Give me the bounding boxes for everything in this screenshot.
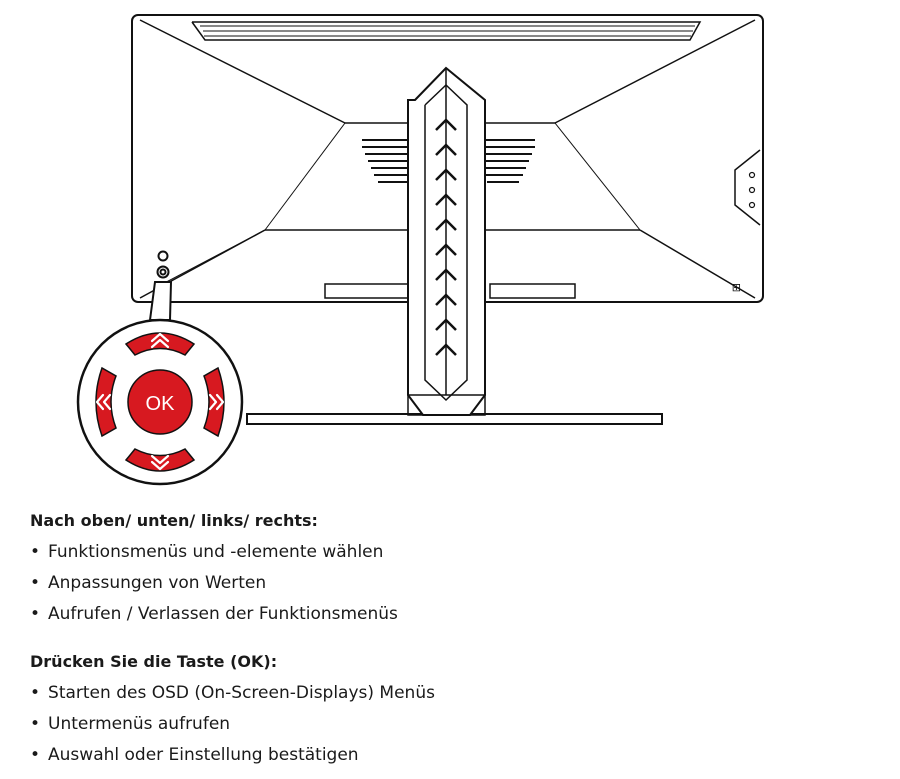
list-item: • Funktionsmenüs und -elemente wählen bbox=[30, 537, 870, 568]
navigation-heading: Nach oben/ unten/ links/ rechts: bbox=[30, 511, 318, 530]
panel-marking: ⊞ bbox=[730, 283, 743, 293]
navigation-section bbox=[30, 510, 870, 630]
navigation-list bbox=[30, 537, 870, 630]
list-item: • Starten des OSD (On-Screen-Displays) Menüs bbox=[30, 678, 870, 709]
list-item: • Auswahl oder Einstellung bestätigen bbox=[30, 740, 870, 771]
list-item: • Untermenüs aufrufen bbox=[30, 709, 870, 740]
ok-press-heading: Drücken Sie die Taste (OK): bbox=[30, 652, 278, 671]
ok-press-list bbox=[30, 678, 870, 771]
joystick-callout bbox=[78, 320, 242, 484]
callout-pointer bbox=[150, 282, 171, 320]
list-item: • Aufrufen / Verlassen der Funktionsmenüs bbox=[30, 599, 870, 630]
monitor-stand bbox=[247, 68, 662, 424]
ok-press-section bbox=[30, 651, 870, 771]
joystick-ok-label: OK bbox=[145, 393, 175, 415]
joystick-on-monitor bbox=[158, 252, 169, 278]
list-item: • Anpassungen von Werten bbox=[30, 568, 870, 599]
